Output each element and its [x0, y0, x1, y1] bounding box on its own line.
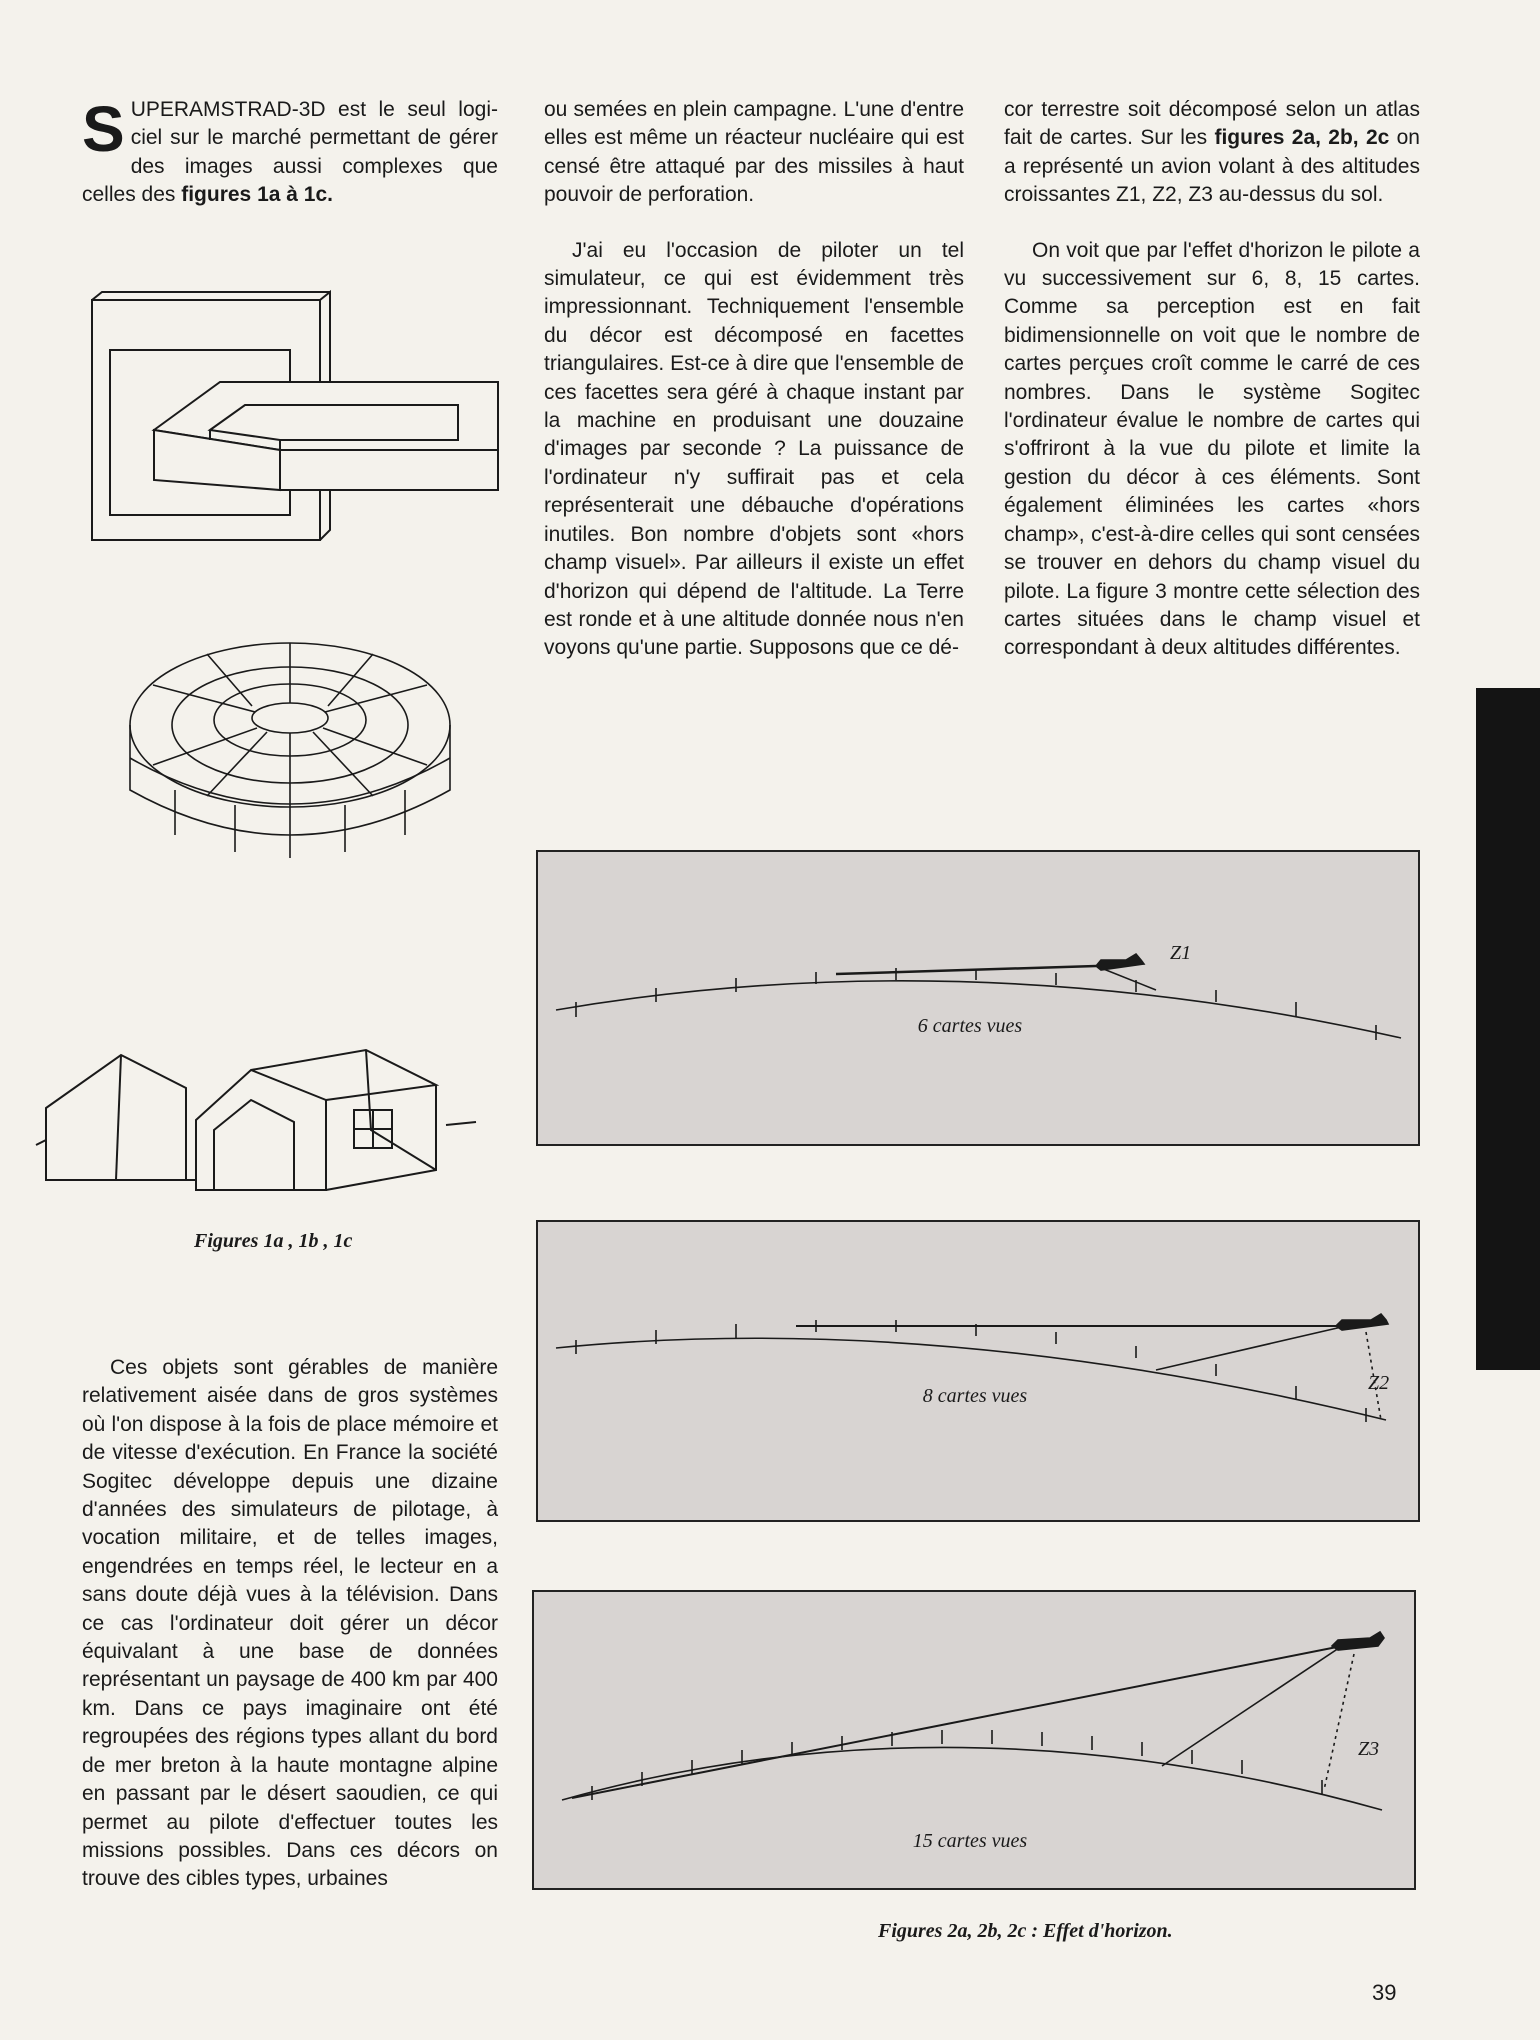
z2-label: Z2 — [1368, 1372, 1390, 1394]
fig2b-count-label: 8 cartes vues — [922, 1385, 1028, 1407]
column-1-lower — [82, 1354, 498, 1921]
house-door — [214, 1100, 294, 1190]
column-1 — [82, 93, 498, 237]
figure-1a-drawing — [80, 290, 500, 550]
plane-icon — [1336, 1314, 1388, 1330]
intro-paragraph — [82, 93, 498, 210]
figure-1b-torus — [115, 640, 465, 870]
column-3 — [1004, 96, 1420, 690]
altitude-line — [1324, 1654, 1354, 1790]
intro-bold: figures 1a à 1c. — [181, 183, 333, 207]
col2-paragraph-2: J'ai eu l'occasion de piloter un tel simulateur, ce qui est évidemment très impressionnant. Techniquement l'ensemble du décor est décomposé en facettes triangulaires. Est-ce à dire que l'ensemble de ces facettes sera géré à chaque instant par la machine en produisant une douzaine d'images par seconde ? La puissance de l'ordinateur n'y suffirait pas et cela représenterait une débauche d'opérations inutiles. Bon nombre d'objets sont «hors champ visuel». Par ailleurs il existe un effet d'horizon qui dépend de l'altitude. La Terre est ronde et à une altitude donnée nous n'en voyons qu'une partie. Supposons que ce dé- — [544, 238, 964, 660]
black-edge-tab — [1476, 688, 1540, 1370]
figure-1c-houses — [36, 1030, 496, 1220]
house-right-roof — [251, 1050, 436, 1100]
page-number: 39 — [1372, 1980, 1397, 2005]
figure-1-caption: Figures 1a , 1b , 1c — [194, 1230, 353, 1252]
earth-curve — [562, 1747, 1382, 1810]
col3-paragraph-2: On voit que par l'effet d'horizon le pilote a vu successivement sur 6, 8, 15 cartes. Comme sa perception est en fait bidimensionnelle on voit que le nombre de cartes perçues croît comme le carré de ces nombres. Dans le système Sogitec l'ordinateur évalue le nombre de cartes qui s'offriront à la vue du pilote et limite la gestion du décor à ces éléments. Sont également éliminées les cartes «hors champ», c'est-à-dire celles qui sont censées se trouver en dehors du champ visuel du pilote. La figure 3 montre cette sélection des cartes situées dans le champ visuel et correspondant à deux altitudes différentes. — [1004, 238, 1420, 660]
plane-icon — [1096, 954, 1144, 970]
sight-line-right — [1156, 1326, 1346, 1370]
intro-text: UPERAMSTRAD-3D est le seul logi-ciel sur le marché permettant de gérer des images aussi complexes que celles des — [82, 98, 498, 207]
z3-label: Z3 — [1358, 1738, 1380, 1760]
figure-2b-drawing — [536, 1220, 1420, 1520]
figure-2a-drawing — [536, 850, 1420, 1146]
plane-icon — [1332, 1632, 1384, 1650]
sight-line-left — [836, 966, 1096, 974]
drop-cap: S — [82, 93, 125, 165]
col2-paragraph-1: ou semées en plein campagne. L'une d'entre elles est même un réacteur nucléaire qui est censé être attaqué par des missiles à haut pouvoir de perforation. — [544, 98, 964, 207]
col1-paragraph-2: Ces objets sont gérables de manière relativement aisée dans de gros systèmes où l'on dispose à la fois de place mémoire et de vitesse d'exécution. En France la société Sogitec développe depuis une dizaine d'années des simulateurs de pilotage, à vocation militaire, et de telles images, engendrées en temps réel, le lecteur en a sans doute déjà vues à la télévision. Dans ce cas l'ordinateur doit gérer un décor équivalant à une base de données représentant un paysage de 400 km par 400 km. Dans ce pays imaginaire ont été regroupées des régions types allant du bord de mer breton à la haute montagne alpine en passant par le désert saoudien, ce qui permet au pilote d'effectuer toutes les missions possibles. Dans ces décors on trouve des cibles types, urbaines — [82, 1356, 498, 1891]
figure-2-caption: Figures 2a, 2b, 2c : Effet d'horizon. — [878, 1920, 1173, 1942]
tick-marks — [592, 1730, 1322, 1800]
z1-label: Z1 — [1170, 942, 1192, 964]
fig2a-count-label: 6 cartes vues — [917, 1015, 1023, 1037]
sight-line-left — [572, 1646, 1342, 1798]
fig2c-count-label: 15 cartes vues — [912, 1830, 1028, 1852]
col3-paragraph-1: cor terrestre soit décomposé selon un atlas fait de cartes. Sur les figures 2a, 2b, 2c on a représenté un avion volant à des altitudes croissantes Z1, Z2, Z3 au-dessus du sol. — [1004, 98, 1420, 207]
column-2 — [544, 96, 964, 690]
